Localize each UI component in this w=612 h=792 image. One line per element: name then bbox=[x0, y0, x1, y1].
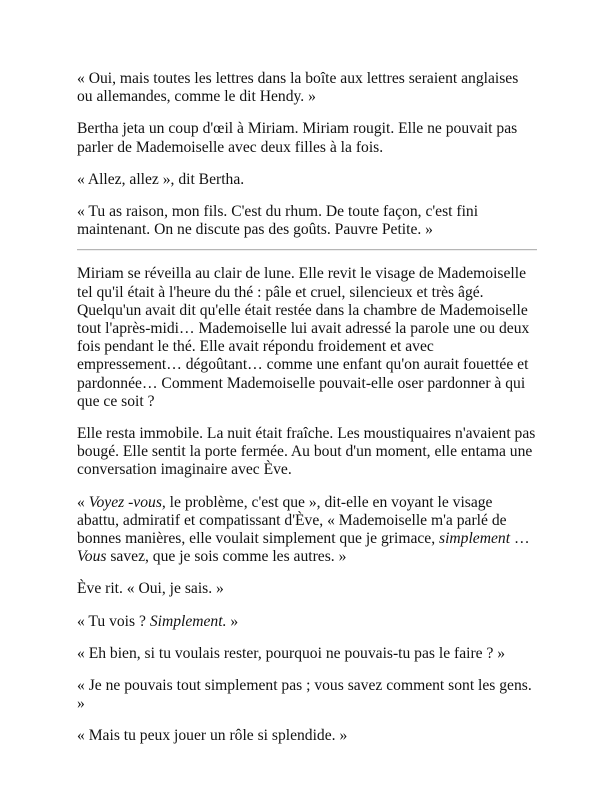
document-page bbox=[77, 70, 537, 746]
italic-text: Simplement. bbox=[149, 612, 227, 630]
paragraph: « Oui, mais toutes les lettres dans la boîte aux lettres seraient anglaises ou allemandes, comme le dit Hendy. » bbox=[77, 70, 519, 106]
text-run: « bbox=[77, 493, 89, 511]
paragraph: « Eh bien, si tu voulais rester, pourquoi ne pouvais-tu pas le faire ? » bbox=[77, 644, 506, 662]
paragraph: « Je ne pouvais tout simplement pas ; vous savez comment sont les gens. » bbox=[77, 677, 532, 713]
text-run: savez, que je sois comme les autres. » bbox=[106, 548, 347, 566]
italic-text: Vous bbox=[77, 548, 107, 566]
paragraph: Elle resta immobile. La nuit était fraîche. Les moustiquaires n'avaient pas bougé. Elle sentit la porte fermée. Au bout d'un moment, elle entama une conversation imaginaire avec Ève. bbox=[77, 425, 536, 479]
text-run: … bbox=[510, 530, 530, 548]
italic-text: Voyez -vous, bbox=[88, 493, 166, 511]
text-run: « Tu vois ? bbox=[77, 612, 150, 630]
paragraph: « Allez, allez », dit Bertha. bbox=[77, 170, 245, 188]
paragraph: « Tu as raison, mon fils. C'est du rhum. De toute façon, c'est fini maintenant. On ne discute pas des goûts. Pauvre Petite. » bbox=[77, 203, 479, 239]
paragraph bbox=[77, 494, 537, 567]
text-run: le problème, c'est que », dit-elle en voyant le visage abattu, admiratif et compatissant d'Ève, « Mademoiselle m'a parlé de bonnes manières, elle voulait simplement que je grimace, bbox=[77, 493, 507, 548]
text-run: » bbox=[226, 612, 239, 630]
section-divider bbox=[77, 249, 537, 251]
italic-text: simplement bbox=[439, 530, 511, 548]
paragraph: Ève rit. « Oui, je sais. » bbox=[77, 580, 224, 598]
paragraph bbox=[77, 613, 537, 631]
paragraph: « Mais tu peux jouer un rôle si splendide. » bbox=[77, 727, 348, 745]
paragraph: Bertha jeta un coup d'œil à Miriam. Miriam rougit. Elle ne pouvait pas parler de Mademoiselle avec deux filles à la fois. bbox=[77, 120, 518, 156]
paragraph: Miriam se réveilla au clair de lune. Elle revit le visage de Mademoiselle tel qu'il était à l'heure du thé : pâle et cruel, silencieux et très âgé. Quelqu'un avait dit qu'elle était restée dans la chambre de Mademoiselle tout l'après-midi… Mademoiselle lui avait adressé la parole une ou deux fois pendant le thé. Elle avait répondu froidement et avec empressement… dégoûtant… comme une enfant qu'on aurait fouettée et pardonnée… Comment Mademoiselle pouvait-elle oser pardonner à qui que ce soit ? bbox=[77, 265, 530, 410]
